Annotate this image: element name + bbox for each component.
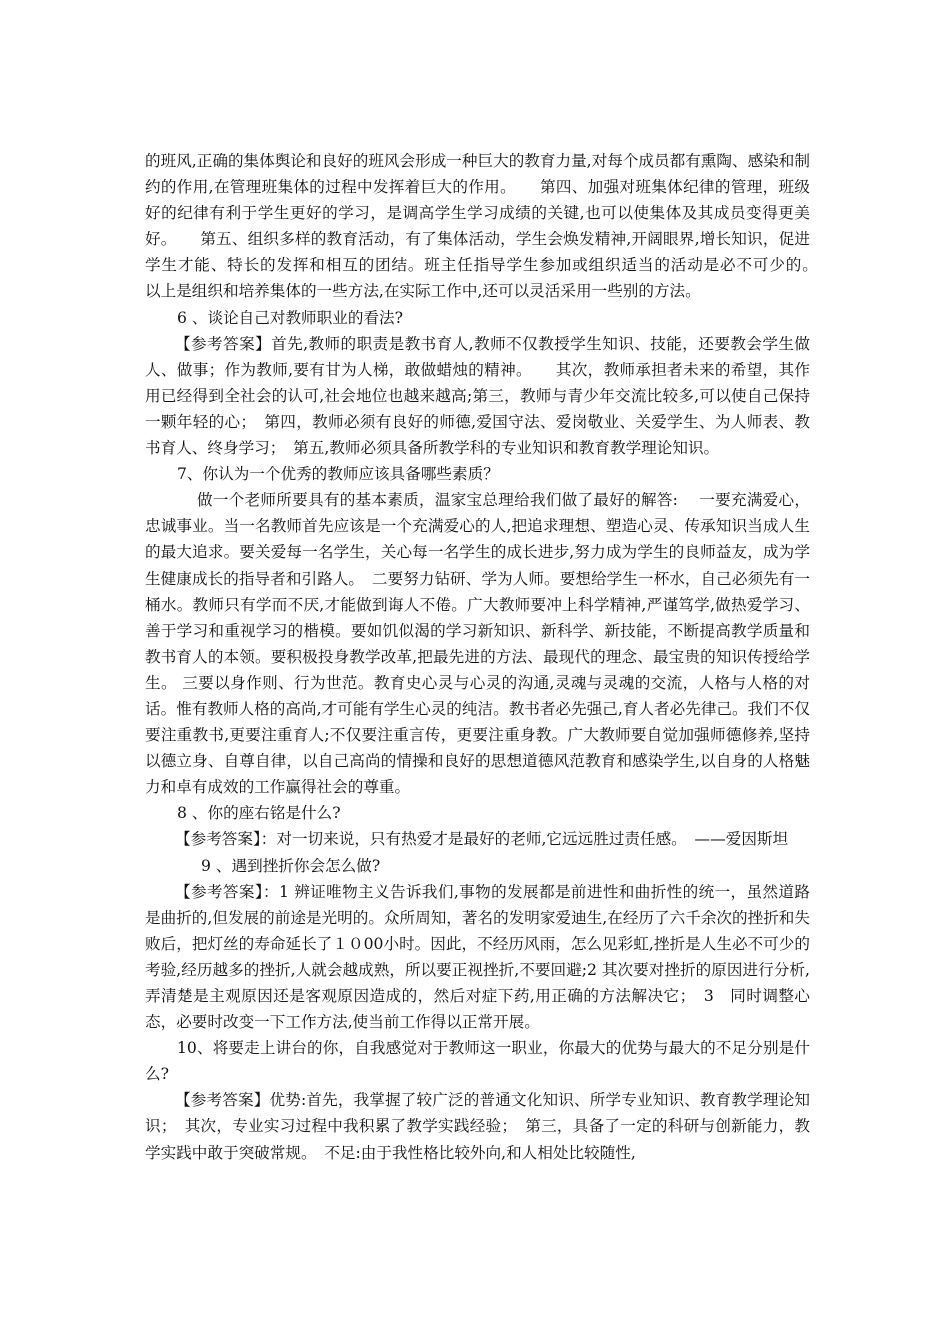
- question-9: 9 、遇到挫折你会怎么做?: [201, 856, 381, 875]
- question-6: 6 、谈论自己对教师职业的看法?: [177, 308, 403, 327]
- answer-9: 【参考答案】：1 辨证唯物主义告诉我们,事物的发展都是前进性和曲折性的统一，虽然道路是曲折的,但发展的前途是光明的。众所周知，著名的发明家爱迪生,在经历了六千余次的挫折和失败后，把灯丝的寿命延长了１０00小时。因此，不经历风雨，怎么见彩虹,挫折是人生必不可少的考验,经历越多的挫折,人就会越成熟，所以要正视挫折,不要回避;2 其次要对挫折的原因进行分析,弄清楚是主观原因还是客观原因造成的，然后对症下药,用正确的方法解决它； 3 同时调整心态，必要时改变一下工作方法,使当前工作得以正常开展。: [145, 882, 810, 1032]
- answer-8: 【参考答案】：对一切来说，只有热爱才是最好的老师,它远远胜过责任感。 ——爱因斯坦: [175, 830, 789, 849]
- paragraph-continuation: 的班风,正确的集体舆论和良好的班风会形成一种巨大的教育力量,对每个成员都有熏陶、感染和制约的作用,在管理班集体的过程中发挥着巨大的作用。 第四、加强对班集体纪律的管理，班级好的纪律有利于学生更好的学习，是调高学生学习成绩的关键,也可以使集体及其成员变得更美好。 第五、组织多样的教育活动，有了集体活动，学生会焕发精神,开阔眼界,增长知识，促进学生才能、特长的发挥和相互的团结。班主任指导学生参加或组织适当的活动是必不可少的。 以上是组织和培养集体的一些方法,在实际工作中,还可以灵活采用一些别的方法。: [145, 152, 842, 301]
- question-10: 10、将要走上讲台的你，自我感觉对于教师这一职业，你最大的优势与最大的不足分别是什么?: [145, 1039, 810, 1084]
- document-body: [145, 148, 842, 1166]
- question-8: 8 、你的座右铭是什么?: [177, 804, 341, 823]
- answer-7: 做一个老师所要具有的基本素质，温家宝总理给我们做了最好的解答: 一要充满爱心，忠诚事业。当一名教师首先应该是一个充满爱心的人,把追求理想、塑造心灵、传承知识当成人生的最大追求。要关爱每一名学生，关心每一名学生的成长进步,努力成为学生的良师益友，成为学生健康成长的指导者和引路人。 二要努力钻研、学为人师。要想给学生一杯水，自己必须先有一桶水。教师只有学而不厌,才能做到诲人不倦。广大教师要冲上科学精神,严谨笃学,做热爱学习、善于学习和重视学习的楷模。要如饥似渴的学习新知识、新科学、新技能，不断提高教学质量和教书育人的本领。要积极投身教学改革,把最先进的方法、最现代的理念、最宝贵的知识传授给学生。 三要以身作则、行为世范。教育史心灵与心灵的沟通,灵魂与灵魂的交流，人格与人格的对话。惟有教师人格的高尚,才可能有学生心灵的纯洁。教书者必先强己,育人者必先律己。我们不仅要注重教书,更要注重育人;不仅要注重言传，更要注重身教。广大教师要自觉加强师德修养,坚持以德立身、自尊自律，以自己高尚的情操和良好的思想道德风范教育和感染学生,以自身的人格魅力和卓有成效的工作赢得社会的尊重。: [145, 491, 810, 797]
- answer-10: 【参考答案】优势:首先，我掌握了较广泛的普通文化知识、所学专业知识、教育教学理论知识； 其次，专业实习过程中我积累了教学实践经验； 第三，具备了一定的科研与创新能力，教学实践中敢于突破常规。 不足:由于我性格比较外向,和人相处比较随性,: [145, 1091, 810, 1162]
- question-7: 7、你认为一个优秀的教师应该具备哪些素质？: [177, 465, 499, 484]
- answer-6: 【参考答案】首先,教师的职责是教书育人,教师不仅教授学生知识、技能，还要教会学生做人、做事；作为教师,要有甘为人梯，敢做蜡烛的精神。 其次，教师承担者未来的希望，其作用已经得到全社会的认可,社会地位也越来越高;第三，教师与青少年交流比较多,可以使自己保持一颗年轻的心； 第四，教师必须有良好的师德,爱国守法、爱岗敬业、关爱学生、为人师表、教书育人、终身学习； 第五,教师必须具备所教学科的专业知识和教育教学理论知识。: [145, 334, 810, 458]
